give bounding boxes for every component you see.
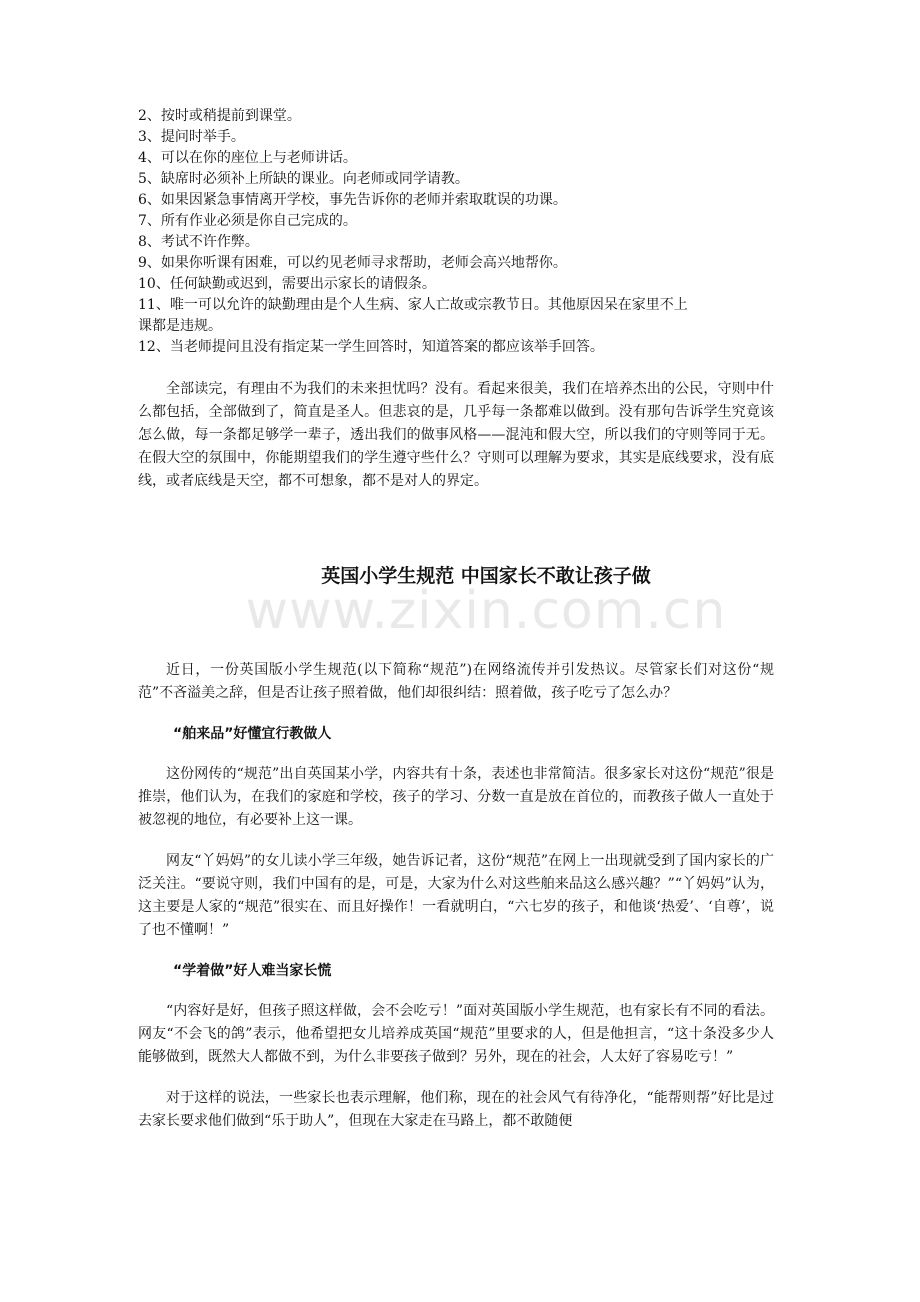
rule-item: 12、当老师提问且没有指定某一学生回答时，知道答案的都应该举手回答。 [138,339,604,355]
rule-item: 4、可以在你的座位上与老师讲话。 [138,150,357,166]
rules-list [138,106,774,358]
intro-paragraph: 近日，一份英国版小学生规范(以下简称“规范”)在网络流传并引发热议。尽管家长们对这份“规范”不吝溢美之辞，但是否让孩子照着做，他们却很纠结：照着做，孩子吃亏了怎么办？ [138,662,774,701]
rule-item: 8、考试不许作弊。 [138,234,259,250]
body-paragraph: “内容好是好，但孩子照这样做，会不会吃亏！”面对英国版小学生规范，也有家长有不同的看法。网友“不会飞的鸽”表示，他希望把女儿培养成英国“规范”里要求的人，但是他担言，“这十条没多少人能够做到，既然大人都做不到，为什么非要孩子做到？另外，现在的社会，人太好了容易吃亏！” [138,1003,774,1065]
commentary-paragraph: 全部读完，有理由不为我们的未来担忧吗？没有。看起来很美，我们在培养杰出的公民，守则中什么都包括，全部做到了，简直是圣人。但悲哀的是，几乎每一条都难以做到。没有那句告诉学生究竟该怎么做，每一条都足够学一辈子，透出我们的做事风格——混沌和假大空，所以我们的守则等同于无。在假大空的氛围中，你能期望我们的学生遵守些什么？守则可以理解为要求，其实是底线要求，没有底线，或者底线是天空，都不可想象，都不是对人的界定。 [138,381,774,489]
rule-item: 6、如果因紧急事情离开学校，事先告诉你的老师并索取耽误的功课。 [138,192,567,208]
section-heading: “舶来品”好懂宜行教做人 [173,726,332,742]
rule-item: 2、按时或稍提前到课堂。 [138,108,301,124]
rule-item: 5、缺席时必须补上所缺的课业。向老师或同学请教。 [138,171,469,187]
article-title: 英国小学生规范 中国家长不敢让孩子做 [321,565,651,587]
watermark: www.zixin.com.cn [245,581,727,641]
rule-item: 9、如果你听课有困难，可以约见老师寻求帮助，老师会高兴地帮你。 [138,255,567,271]
body-paragraph: 网友“丫妈妈”的女儿读小学三年级，她告诉记者，这份“规范”在网上一出现就受到了国内家长的广泛关注。“要说守则，我们中国有的是，可是，大家为什么对这些舶来品这么感兴趣？”“丫妈妈”认为，这主要是人家的“规范”很实在、而且好操作！一看就明白，“六七岁的孩子，和他谈‘热爱’、‘自尊’，说了也不懂啊！” [138,853,774,938]
body-paragraph: 这份网传的“规范”出自英国某小学，内容共有十条，表述也非常简洁。很多家长对这份“规范”很是推崇，他们认为，在我们的家庭和学校，孩子的学习、分数一直是放在首位的，而教孩子做人一直处于被忽视的地位，有必要补上这一课。 [138,766,774,828]
body-paragraph: 对于这样的说法，一些家长也表示理解，他们称，现在的社会风气有待净化，“能帮则帮”好比是过去家长要求他们做到“乐于助人”，但现在大家走在马路上，都不敢随便 [138,1090,774,1129]
rule-item: 7、所有作业必须是你自己完成的。 [138,213,357,229]
rule-item-continuation: 课都是违规。 [138,318,222,334]
rule-item: 10、任何缺勤或迟到，需要出示家长的请假条。 [138,276,436,292]
rule-item: 3、提问时举手。 [138,129,245,145]
rule-item: 11、唯一可以允许的缺勤理由是个人生病、家人亡故或宗教节日。其他原因呆在家里不上 [138,297,688,313]
document-page [138,106,774,1133]
section-heading: “学着做”好人难当家长慌 [173,963,332,979]
